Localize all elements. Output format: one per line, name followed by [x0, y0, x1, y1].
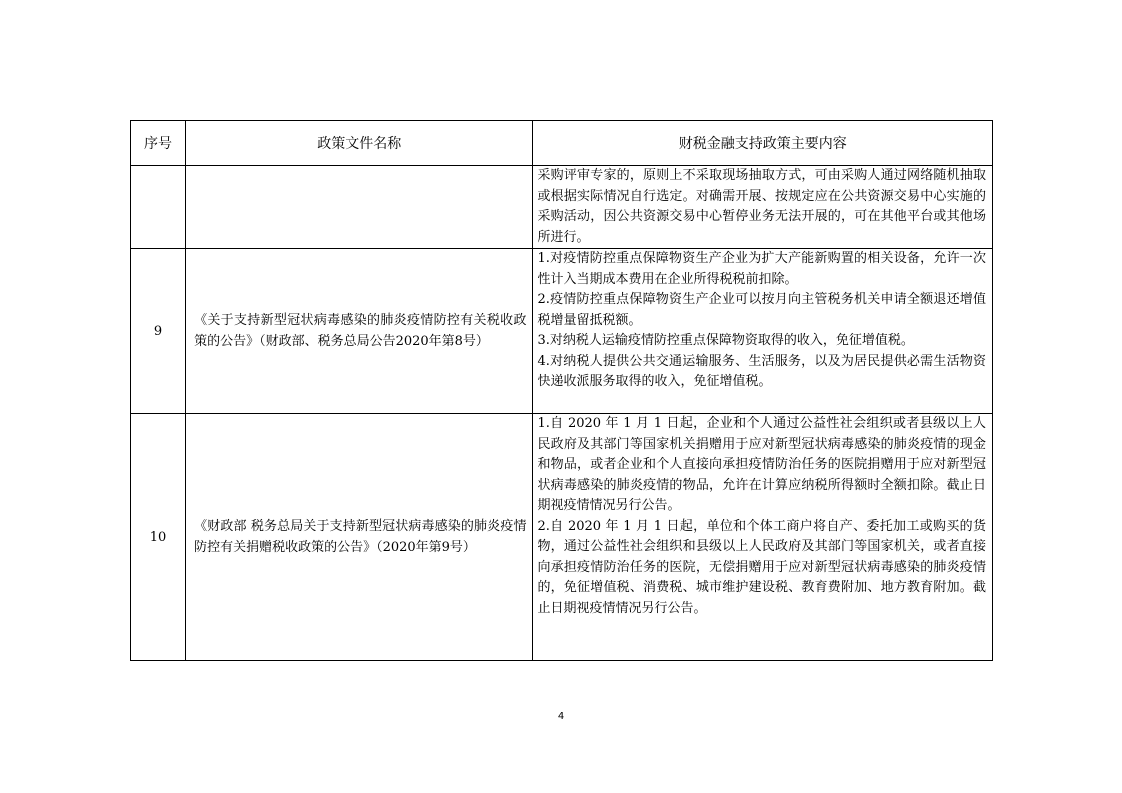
- header-content: 财税金融支持政策主要内容: [533, 121, 993, 166]
- content-paragraph: 4.对纳税人提供公共交通运输服务、生活服务，以及为居民提供必需生活物资快递收派服务取得的收入，免征增值税。: [537, 353, 986, 389]
- header-name: 政策文件名称: [186, 121, 533, 166]
- policy-table: [130, 120, 993, 661]
- row-number: [131, 166, 186, 249]
- table-row: [131, 414, 993, 661]
- content-paragraph: 1.对疫情防控重点保障物资生产企业为扩大产能新购置的相关设备，允许一次性计入当期成本费用在企业所得税税前扣除。: [537, 251, 986, 287]
- table-header-row: [131, 121, 993, 166]
- page-number: 4: [557, 711, 565, 722]
- policy-name: 《关于支持新型冠状病毒感染的肺炎疫情防控有关税收政策的公告》（财政部、税务总局公告2020年第8号）: [186, 249, 533, 414]
- table-row: [131, 249, 993, 414]
- content-paragraph: 2.疫情防控重点保障物资生产企业可以按月向主管税务机关申请全额退还增值税增量留抵税额。: [537, 292, 986, 328]
- content-paragraph: 3.对纳税人运输疫情防控重点保障物资取得的收入，免征增值税。: [537, 333, 914, 348]
- table-row: [131, 166, 993, 249]
- policy-name: [186, 166, 533, 249]
- header-no: 序号: [131, 121, 186, 166]
- content-paragraph: 1.自 2020 年 1 月 1 日起，企业和个人通过公益性社会组织或者县级以上人民政府及其部门等国家机关捐赠用于应对新型冠状病毒感染的肺炎疫情的现金和物品，或者企业和个人直接向承担疫情防治任务的医院捐赠用于应对新型冠状病毒感染的肺炎疫情的物品，允许在计算应纳税所得额时全额扣除。截止日期视疫情情况另行公告。: [537, 416, 986, 513]
- policy-name: 《财政部 税务总局关于支持新型冠状病毒感染的肺炎疫情防控有关捐赠税收政策的公告》（2020年第9号）: [186, 414, 533, 661]
- content-paragraph: 采购评审专家的，原则上不采取现场抽取方式，可由采购人通过网络随机抽取或根据实际情况自行选定。对确需开展、按规定应在公共资源交易中心实施的采购活动，因公共资源交易中心暂停业务无法开展的，可在其他平台或其他场所进行。: [537, 168, 986, 245]
- policy-content: [533, 166, 993, 249]
- row-number: 10: [131, 414, 186, 661]
- policy-content: [533, 249, 993, 414]
- policy-content: [533, 414, 993, 661]
- row-number: 9: [131, 249, 186, 414]
- content-paragraph: 2.自 2020 年 1 月 1 日起，单位和个体工商户将自产、委托加工或购买的货物，通过公益性社会组织和县级以上人民政府及其部门等国家机关，或者直接向承担疫情防治任务的医院，无偿捐赠用于应对新型冠状病毒感染的肺炎疫情的，免征增值税、消费税、城市维护建设税、教育费附加、地方教育附加。截止日期视疫情情况另行公告。: [537, 518, 986, 616]
